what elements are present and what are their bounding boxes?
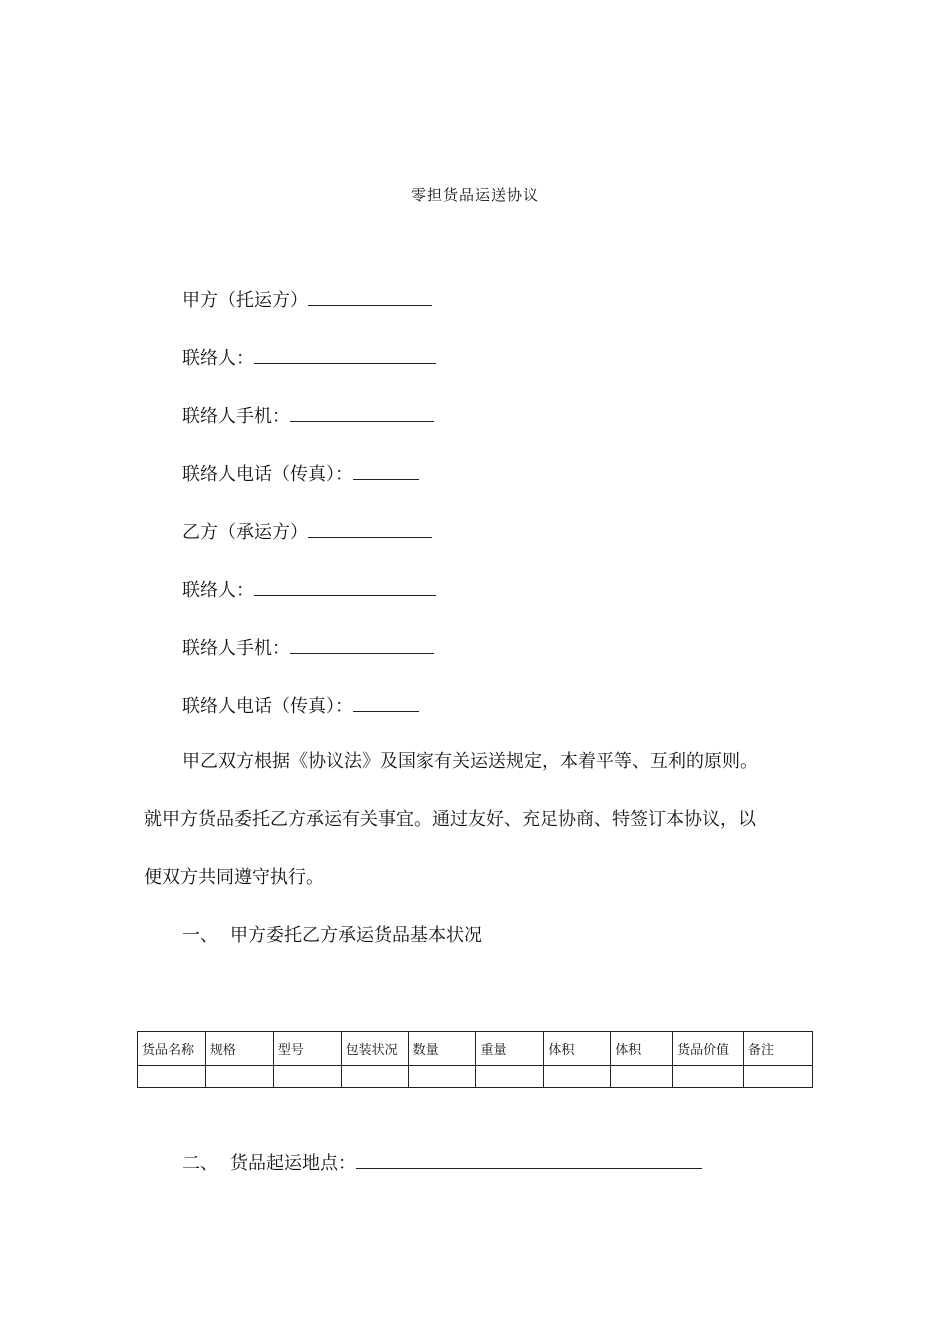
table-cell[interactable] [138, 1066, 206, 1088]
party-b-mobile-blank[interactable] [290, 635, 434, 654]
party-b-contact-field [182, 577, 436, 602]
party-a-phone-field [182, 461, 419, 486]
goods-table [137, 1031, 813, 1088]
party-a-mobile-field [182, 403, 434, 428]
intro-line-1: 甲乙双方根据《协议法》及国家有关运送规定，本着平等、互利的原则。 [182, 751, 758, 772]
table-header-cell: 数量 [408, 1032, 476, 1066]
party-b-contact-blank[interactable] [254, 577, 436, 596]
party-b-phone-label: 联络人电话（传真）： [182, 696, 353, 717]
table-header-cell: 体积 [611, 1032, 673, 1066]
party-a-field [182, 287, 432, 312]
party-b-blank[interactable] [308, 519, 432, 538]
document-title: 零担货品运送协议 [410, 186, 539, 204]
party-a-mobile-blank[interactable] [290, 403, 434, 422]
table-header-cell: 体积 [544, 1032, 611, 1066]
table-header-cell: 型号 [273, 1032, 341, 1066]
table-cell[interactable] [611, 1066, 673, 1088]
table-header-cell: 规格 [205, 1032, 273, 1066]
section-2-heading [182, 1150, 702, 1175]
table-cell[interactable] [544, 1066, 611, 1088]
table-header-cell: 重量 [476, 1032, 544, 1066]
party-a-phone-blank[interactable] [353, 461, 419, 480]
table-cell[interactable] [341, 1066, 408, 1088]
party-b-field [182, 519, 432, 544]
party-a-contact-label: 联络人： [182, 348, 254, 369]
party-a-contact-field [182, 345, 436, 370]
section-1-number: 一、 [182, 925, 218, 946]
table-cell[interactable] [273, 1066, 341, 1088]
party-a-label: 甲方（托运方） [182, 290, 308, 311]
table-header-row [138, 1032, 813, 1066]
party-a-blank[interactable] [308, 287, 432, 306]
table-cell[interactable] [673, 1066, 744, 1088]
section-1-text: 甲方委托乙方承运货品基本状况 [230, 925, 482, 946]
table-header-cell: 货品名称 [138, 1032, 206, 1066]
party-b-mobile-label: 联络人手机： [182, 638, 290, 659]
intro-line-3: 便双方共同遵守执行。 [144, 867, 324, 888]
table-cell[interactable] [476, 1066, 544, 1088]
party-b-contact-label: 联络人： [182, 580, 254, 601]
intro-line-2: 就甲方货品委托乙方承运有关事宜。通过友好、充足协商、特签订本协议，以 [144, 809, 756, 830]
party-b-label: 乙方（承运方） [182, 522, 308, 543]
section-2-number: 二、 [182, 1153, 218, 1174]
table-row [138, 1066, 813, 1088]
party-b-phone-field [182, 693, 419, 718]
table-header-cell: 备注 [744, 1032, 813, 1066]
table-cell[interactable] [408, 1066, 476, 1088]
section-2-text: 货品起运地点： [230, 1153, 356, 1174]
origin-location-blank[interactable] [356, 1150, 702, 1169]
party-a-mobile-label: 联络人手机： [182, 406, 290, 427]
party-b-phone-blank[interactable] [353, 693, 419, 712]
table-header-cell: 货品价值 [673, 1032, 744, 1066]
table-header-cell: 包装状况 [341, 1032, 408, 1066]
table-cell[interactable] [205, 1066, 273, 1088]
party-a-contact-blank[interactable] [254, 345, 436, 364]
party-a-phone-label: 联络人电话（传真）： [182, 464, 353, 485]
table-cell[interactable] [744, 1066, 813, 1088]
section-1-heading [182, 925, 482, 947]
party-b-mobile-field [182, 635, 434, 660]
